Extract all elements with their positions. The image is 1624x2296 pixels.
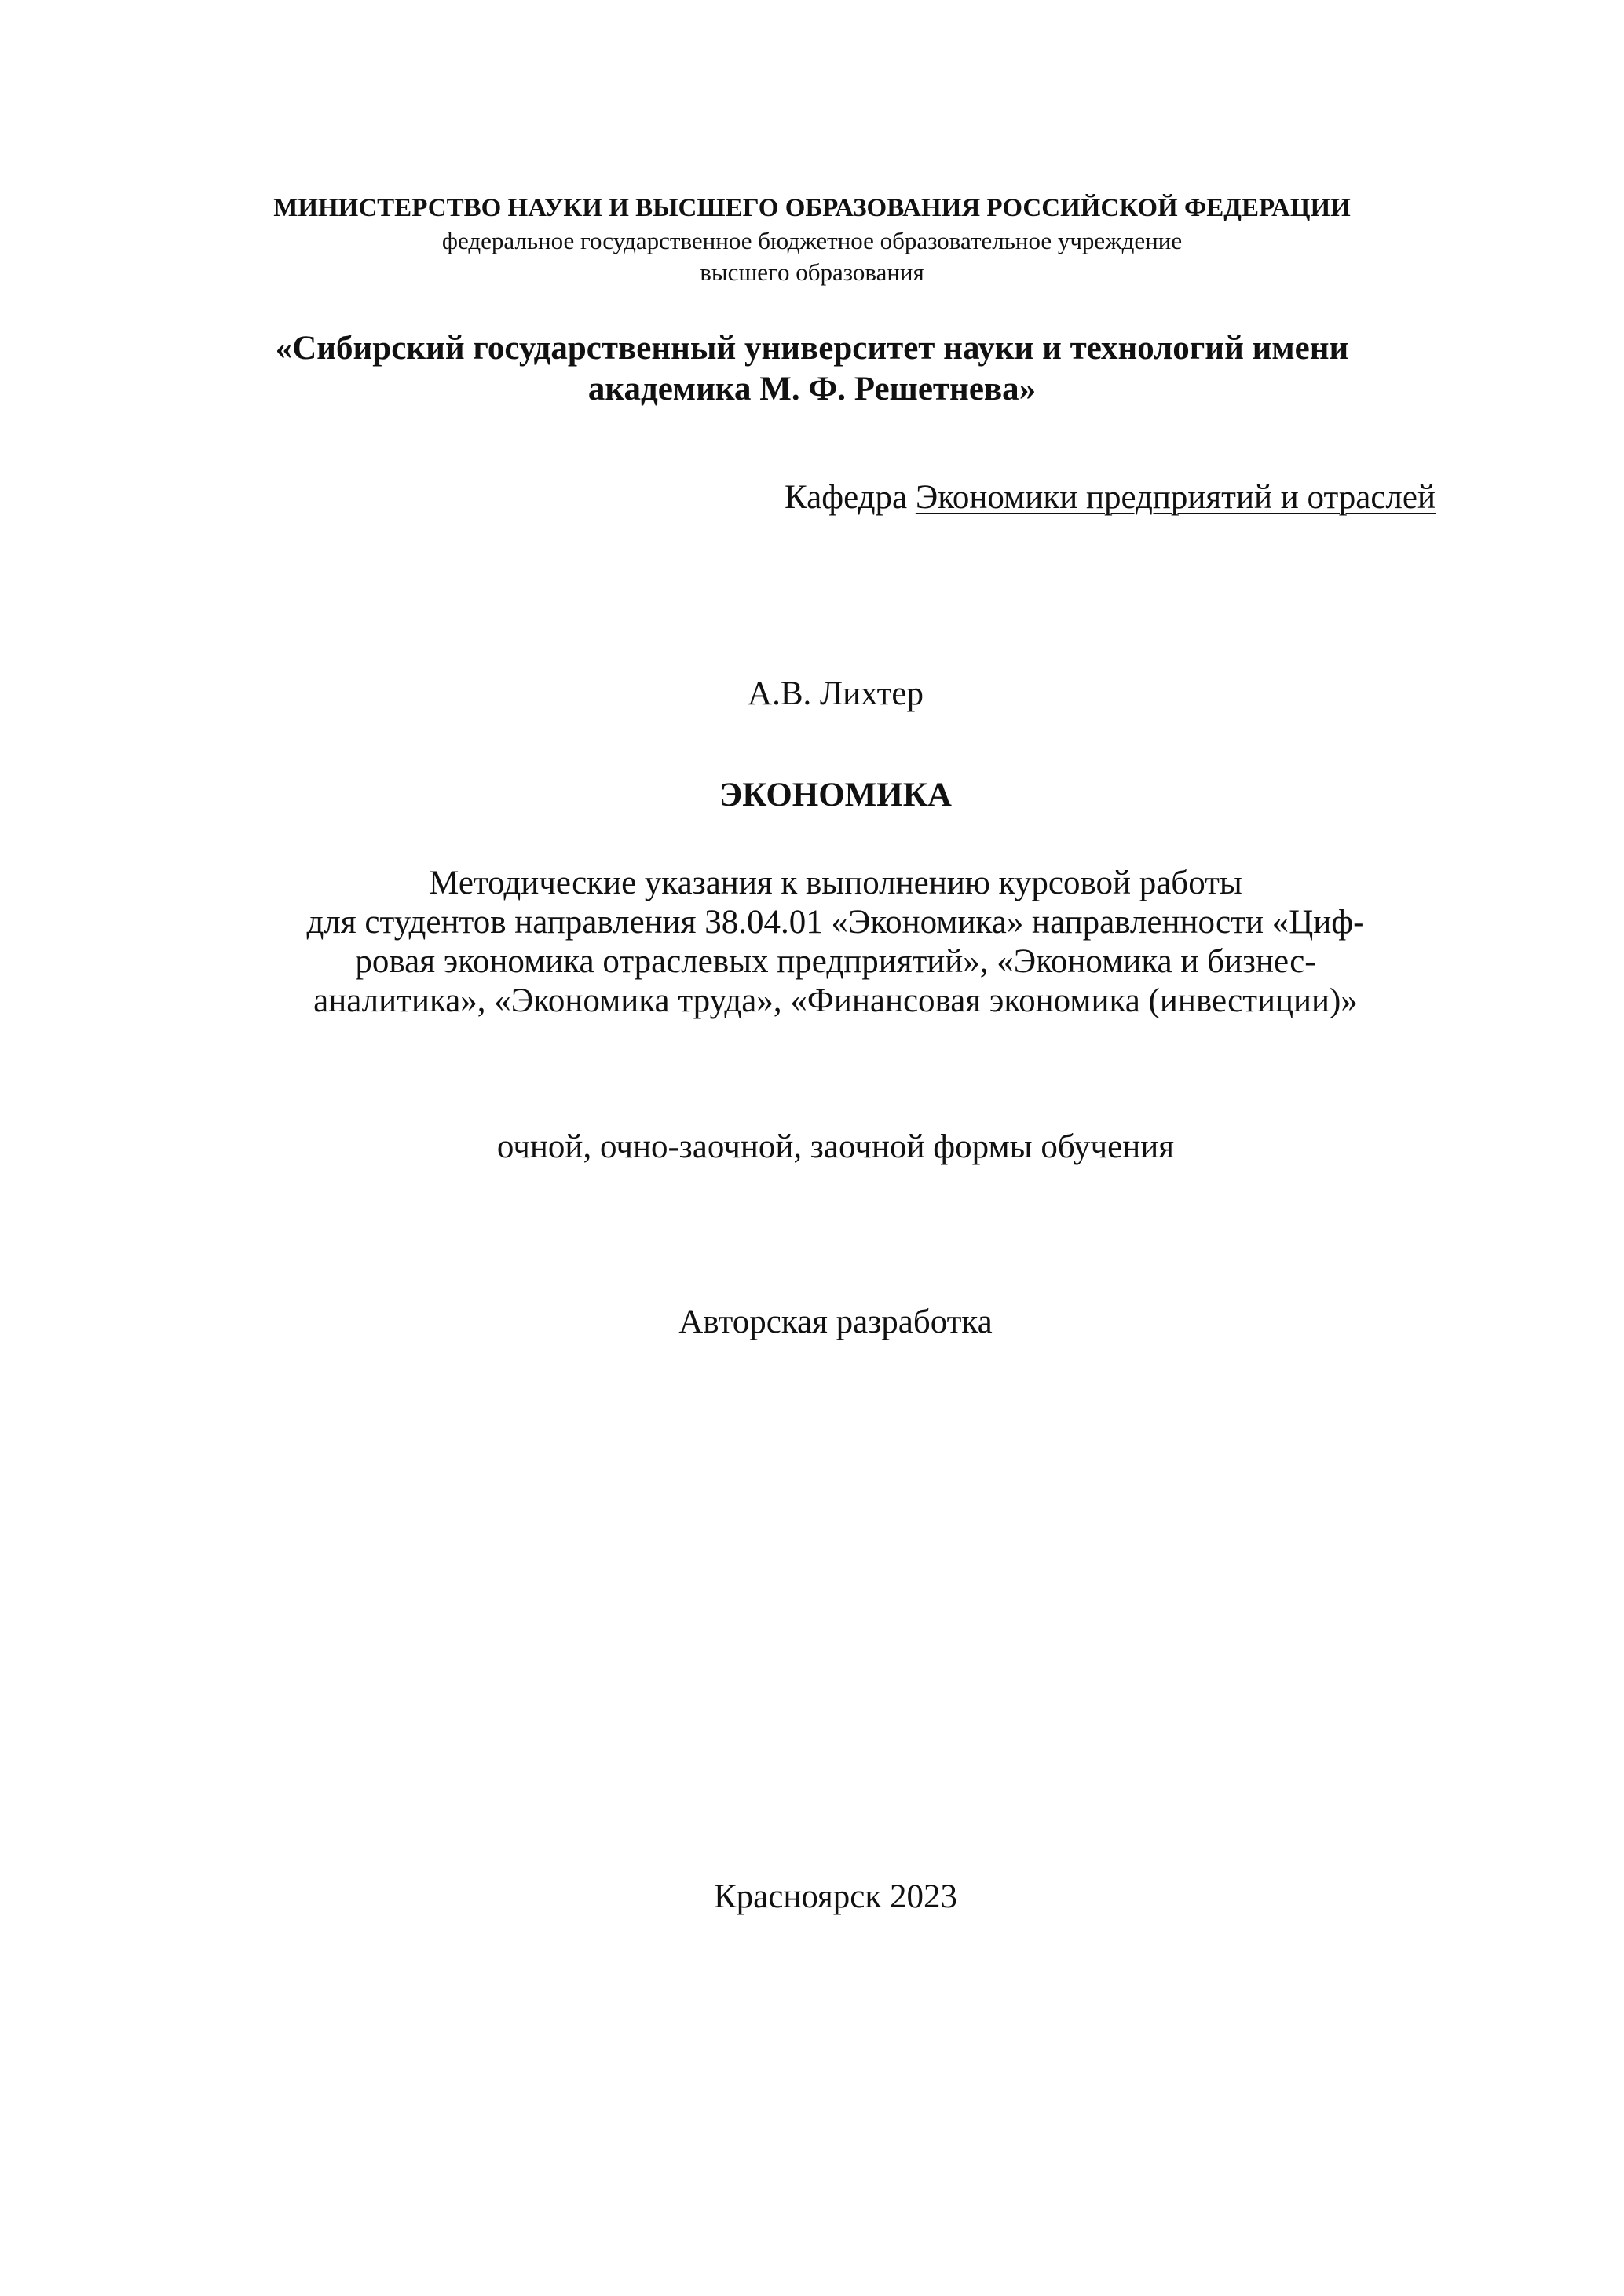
department-prefix: Кафедра bbox=[785, 479, 916, 516]
institution-type-line-2: высшего образования bbox=[700, 258, 924, 286]
authored-note: Авторская разработка bbox=[678, 1303, 993, 1340]
university-name-line-2: академика М. Ф. Решетнева» bbox=[587, 371, 1037, 408]
university-name-line-1: «Сибирский государственный университет науки и технологий имени bbox=[275, 330, 1349, 367]
ministry-heading: МИНИСТЕРСТВО НАУКИ И ВЫСШЕГО ОБРАЗОВАНИЯ РОССИЙСКОЙ ФЕДЕРАЦИИ bbox=[273, 194, 1351, 222]
document-title: ЭКОНОМИКА bbox=[719, 777, 952, 813]
description-line-1: Методические указания к выполнению курсовой работы bbox=[429, 865, 1242, 901]
study-forms: очной, очно-заочной, заочной формы обучения bbox=[496, 1128, 1175, 1165]
description-line-2: для студентов направления 38.04.01 «Экономика» направленности «Циф- bbox=[306, 904, 1365, 941]
department-line bbox=[785, 477, 1436, 518]
city-year: Красноярск 2023 bbox=[713, 1878, 958, 1915]
department-name: Экономики предприятий и отраслей bbox=[915, 479, 1436, 516]
institution-type-line-1: федеральное государственное бюджетное образовательное учреждение bbox=[441, 227, 1183, 254]
description-line-3: ровая экономика отраслевых предприятий», «Экономика и бизнес- bbox=[355, 943, 1316, 980]
author-name: А.В. Лихтер bbox=[748, 675, 924, 712]
description-line-4: аналитика», «Экономика труда», «Финансовая экономика (инвестиции)» bbox=[313, 982, 1358, 1019]
